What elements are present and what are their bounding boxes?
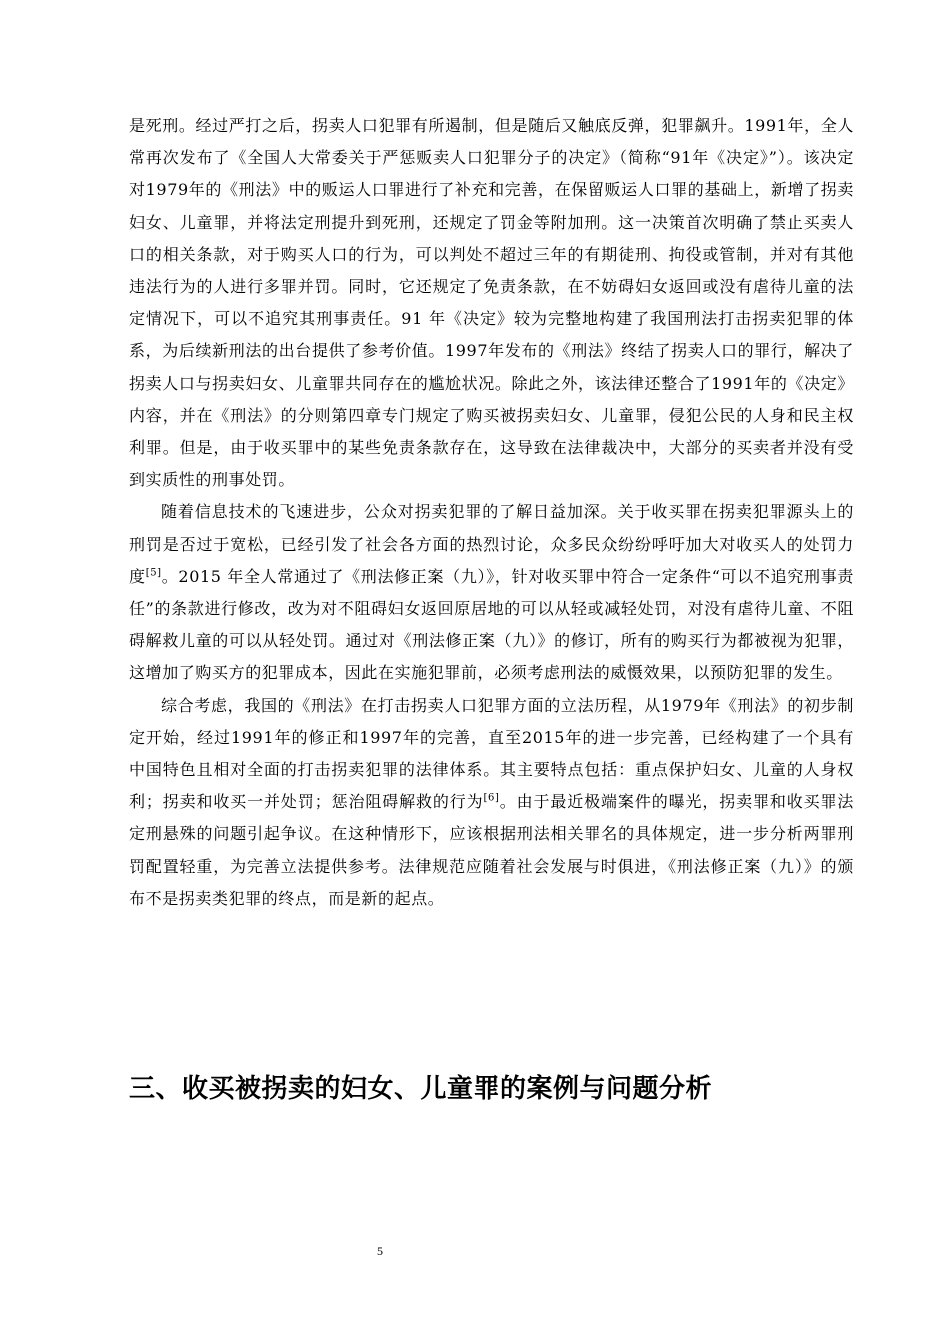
paragraph-1 bbox=[129, 110, 854, 496]
citation-6[interactable]: [6] bbox=[483, 792, 500, 804]
page-number: 5 bbox=[377, 1244, 383, 1258]
section-heading: 三、收买被拐卖的妇女、儿童罪的案例与问题分析 bbox=[129, 1074, 713, 1104]
citation-5[interactable]: [5] bbox=[145, 567, 162, 579]
paragraph-3-text-b: 。由于最近极端案件的曝光，拐卖罪和收买罪法定刑悬殊的问题引起争议。在这种情形下，应该根据刑法相关罪名的具体规定，进一步分析两罪刑罚配置轻重，为完善立法提供参考。法律规范应随着社会发展与时俱进，《刑法修正案（九）》的颁布不是拐卖类犯罪的终点，而是新的起点。 bbox=[129, 792, 854, 908]
paragraph-1-text: 是死刑。经过严打之后，拐卖人口犯罪有所遏制，但是随后又触底反弹，犯罪飙升。1991年，全人常再次发布了《全国人大常委关于严惩贩卖人口犯罪分子的决定》（简称“91年《决定》”）。该决定对1979年的《刑法》中的贩运人口罪进行了补充和完善，在保留贩运人口罪的基础上，新增了拐卖妇女、儿童罪，并将法定刑提升到死刑，还规定了罚金等附加刑。这一决策首次明确了禁止买卖人口的相关条款，对于购买人口的行为，可以判处不超过三年的有期徒刑、拘役或管制，并对有其他违法行为的人进行多罪并罚。同时，它还规定了免责条款，在不妨碍妇女返回或没有虐待儿童的法定情况下，可以不追究其刑事责任。91 年《决定》较为完整地构建了我国刑法打击拐卖犯罪的体系，为后续新刑法的出台提供了参考价值。1997年发布的《刑法》终结了拐卖人口的罪行，解决了拐卖人口与拐卖妇女、儿童罪共同存在的尴尬状况。除此之外，该法律还整合了1991年的《决定》内容，并在《刑法》的分则第四章专门规定了购买被拐卖妇女、儿童罪，侵犯公民的人身和民主权利罪。但是，由于收买罪中的某些免责条款存在，这导致在法律裁决中，大部分的买卖者并没有受到实质性的刑事处罚。 bbox=[129, 116, 854, 490]
paragraph-2 bbox=[129, 496, 854, 689]
paragraph-3-text-a: 综合考虑，我国的《刑法》在打击拐卖人口犯罪方面的立法历程，从1979年《刑法》的初步制定开始，经过1991年的修正和1997年的完善，直至2015年的进一步完善，已经构建了一个具有中国特色且相对全面的打击拐卖犯罪的法律体系。其主要特点包括：重点保护妇女、儿童的人身权利；拐卖和收买一并处罚；惩治阻碍解救的行为 bbox=[129, 695, 854, 812]
paragraph-2-text-a: 随着信息技术的飞速进步，公众对拐卖犯罪的了解日益加深。关于收买罪在拐卖犯罪源头上的刑罚是否过于宽松，已经引发了社会各方面的热烈讨论，众多民众纷纷呼吁加大对收买人的处罚力度 bbox=[129, 502, 854, 586]
paragraph-2-text-b: 。2015 年全人常通过了《刑法修正案（九）》，针对收买罪中符合一定条件“可以不追究刑事责任”的条款进行修改，改为对不阻碍妇女返回原居地的可以从轻或减轻处罚，对没有虐待儿童、不阻碍解救儿童的可以从轻处罚。通过对《刑法修正案（九）》的修订，所有的购买行为都被视为犯罪，这增加了购买方的犯罪成本，因此在实施犯罪前，必须考虑刑法的威慑效果，以预防犯罪的发生。 bbox=[129, 566, 854, 683]
body-text bbox=[129, 110, 854, 915]
paragraph-3 bbox=[129, 690, 854, 915]
